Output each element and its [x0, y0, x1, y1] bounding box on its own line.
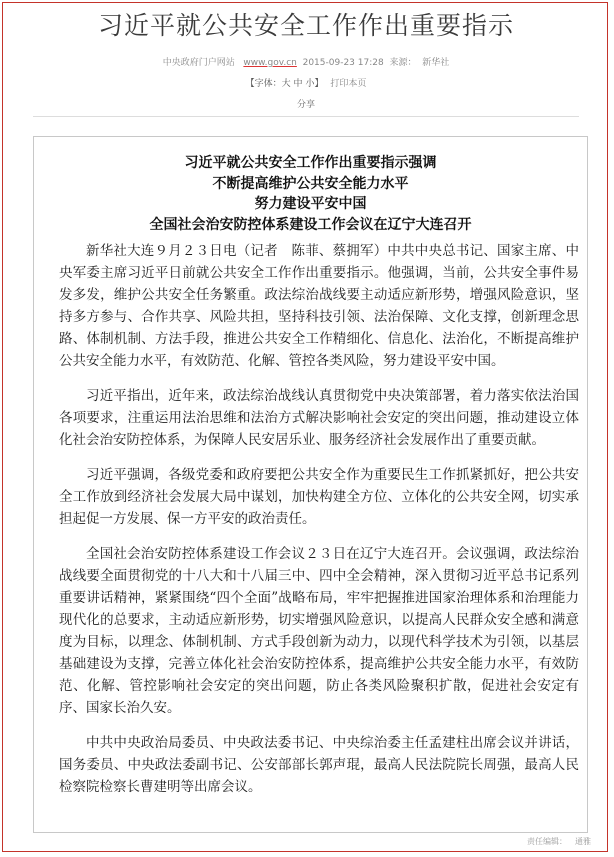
editor-label: 责任编辑：: [527, 837, 567, 846]
font-large-button[interactable]: 大: [281, 79, 291, 89]
print-page-link[interactable]: 打印本页: [330, 79, 367, 89]
page-title: 习近平就公共安全工作作出重要指示: [97, 11, 514, 40]
paragraph: 中共中央政治局委员、中央政法委书记、中央综治委主任孟建柱出席会议并讲话，国务委员、中央政法委副书记、公安部部长郭声琨，最高人民法院院长周强，最高人民检察院检察长曹建明等出席会议。: [59, 735, 579, 795]
paragraph: 习近平指出，近年来，政法综治战线认真贯彻党中央决策部署，着力落实依法治国各项要求，注重运用法治思维和法治方式解决影响社会安定的突出问题，推动建设立体化社会治安防控体系，为保障人民安居乐业、服务经济社会发展作出了重要贡献。: [59, 388, 579, 448]
publish-datetime: 2015-09-23 17:28: [302, 58, 384, 68]
paragraph: 习近平强调，各级党委和政府要把公共安全作为重要民生工作抓紧抓好，把公共安全工作放到经济社会发展大局中谋划，加快构建全方位、立体化的公共安全网，切实承担起促一方发展、保一方平安的政治责任。: [59, 467, 579, 527]
source-label: 来源：: [389, 58, 417, 68]
editor-name: 通雅: [575, 837, 591, 846]
share-link[interactable]: 分享: [296, 100, 315, 110]
editor-credit: [527, 836, 591, 847]
source-site: 中央政府门户网站: [162, 58, 235, 68]
article-headings: [34, 153, 587, 235]
font-medium-button[interactable]: 中: [293, 79, 303, 89]
paragraph: 全国社会治安防控体系建设工作会议２３日在辽宁大连召开。会议强调，政法综治战线要全面贯彻党的十八大和十八届三中、四中全会精神，深入贯彻习近平总书记系列重要讲话精神，紧紧围绕“四个全面”战略布局，牢牢把握推进国家治理体系和治理能力现代化的总要求，主动适应新形势，切实增强风险意识，以提高人民群众安全感和满意度为目标，以理念、体制机制、方式手段创新为动力，以现代科学技术为引领，以基层基础建设为支撑，完善立体化社会治安防控体系，提高维护公共安全能力水平，有效防范、化解、管控影响社会安定的突出问题，防止各类风险聚积扩散，促进社会安定有序、国家长治久安。: [59, 546, 579, 716]
divider: [33, 116, 579, 117]
heading-main: 习近平就公共安全工作作出重要指示强调: [184, 155, 437, 171]
heading-sub-1: 不断提高维护公共安全能力水平: [212, 175, 409, 192]
font-small-button[interactable]: 小: [305, 79, 315, 89]
font-size-label: 【字体：: [245, 79, 282, 89]
heading-sub-3: 全国社会治安防控体系建设工作会议在辽宁大连召开: [149, 216, 472, 233]
article-meta: [3, 56, 609, 70]
paragraph: 新华社大连９月２３日电（记者 陈菲、蔡拥军）中共中央总书记、国家主席、中央军委主席习近平日前就公共安全工作作出重要指示。他强调，当前，公共安全事件易发多发，维护公共安全任务繁重。政法综治战线要主动适应新形势，增强风险意识，坚持多方参与、合作共享、风险共担，坚持科技引领、法治保障、文化支撑，创新理念思路、体制机制、方法手段，推进公共安全工作精细化、信息化、法治化，不断提高维护公共安全能力水平，有效防范、化解、管控各类风险，努力建设平安中国。: [59, 243, 579, 369]
font-size-bar: [3, 77, 609, 91]
article-frame: [2, 2, 608, 852]
article-body: [59, 240, 579, 811]
site-url-link[interactable]: www.gov.cn: [243, 58, 297, 68]
heading-sub-2: 努力建设平安中国: [254, 196, 367, 212]
article-content: [33, 136, 588, 833]
source-name: 新华社: [422, 58, 450, 68]
font-size-close-bracket: 】: [314, 79, 324, 89]
